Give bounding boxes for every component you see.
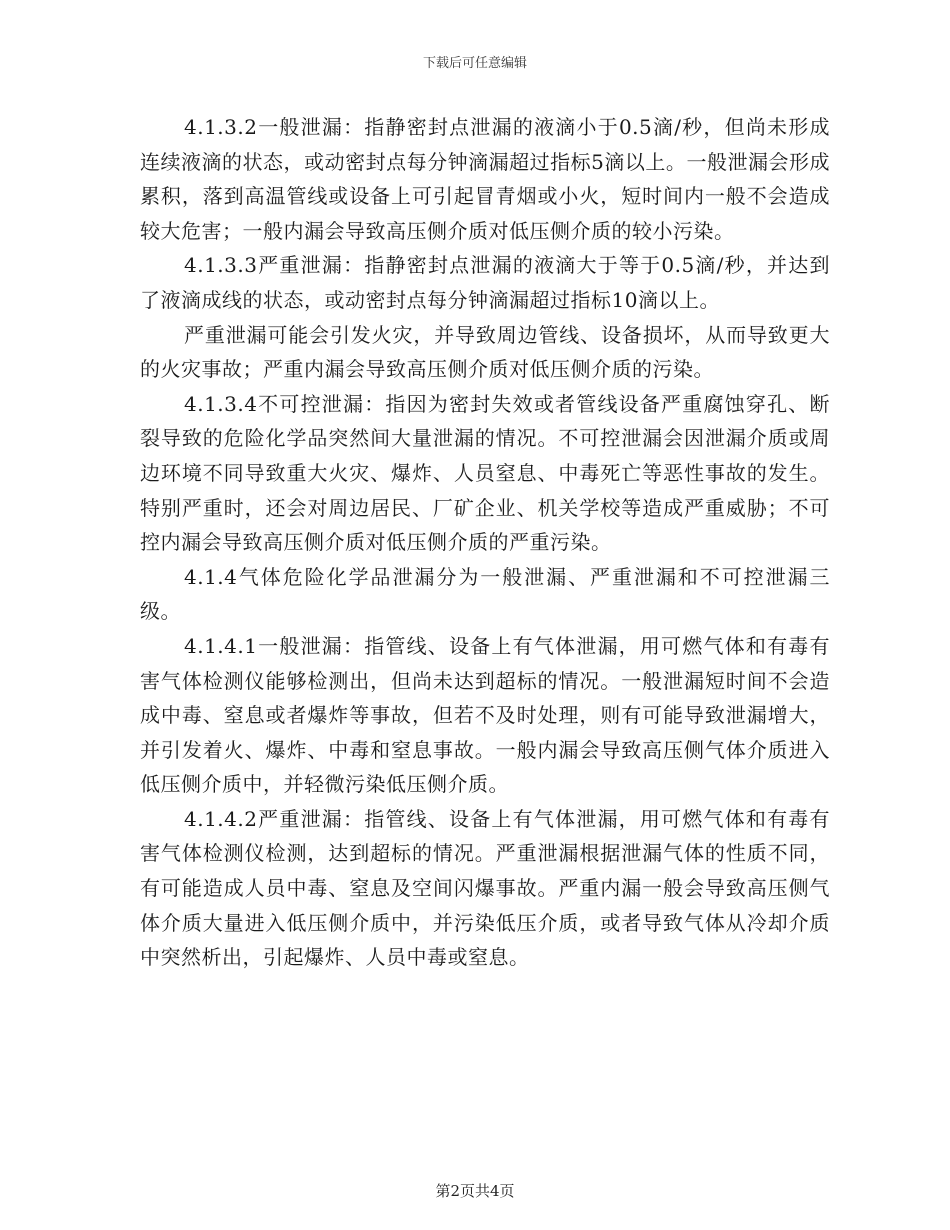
page-number: 第2页共4页	[435, 1182, 515, 1200]
paragraph-4-1-3-4: 4.1.3.4不可控泄漏：指因为密封失效或者管线设备严重腐蚀穿孔、断裂导致的危险化学品突然间大量泄漏的情况。不可控泄漏会因泄漏介质或周边环境不同导致重大火灾、爆炸、人员窒息、中毒死亡等恶性事故的发生。特别严重时，还会对周边居民、厂矿企业、机关学校等造成严重威胁；不可控内漏会导致高压侧介质对低压侧介质的严重污染。	[140, 391, 830, 555]
paragraph-4-1-3-2: 4.1.3.2一般泄漏：指静密封点泄漏的液滴小于0.5滴/秒，但尚未形成连续液滴的状态，或动密封点每分钟滴漏超过指标5滴以上。一般泄漏会形成累积，落到高温管线或设备上可引起冒青烟或小火，短时间内一般不会造成较大危害；一般内漏会导致高压侧介质对低压侧介质的较小污染。	[140, 115, 830, 243]
paragraph-4-1-4-1: 4.1.4.1一般泄漏：指管线、设备上有气体泄漏，用可燃气体和有毒有害气体检测仪能够检测出，但尚未达到超标的情况。一般泄漏短时间不会造成中毒、窒息或者爆炸等事故，但若不及时处理，则有可能导致泄漏增大，并引发着火、爆炸、中毒和窒息事故。一般内漏会导致高压侧气体介质进入低压侧介质中，并轻微污染低压侧介质。	[140, 633, 830, 797]
paragraph-4-1-4: 4.1.4气体危险化学品泄漏分为一般泄漏、严重泄漏和不可控泄漏三级。	[140, 564, 830, 624]
paragraph-severe-leak-consequence: 严重泄漏可能会引发火灾，并导致周边管线、设备损坏，从而导致更大的火灾事故；严重内漏会导致高压侧介质对低压侧介质的污染。	[140, 322, 830, 382]
document-body	[140, 110, 830, 975]
paragraph-4-1-4-2: 4.1.4.2严重泄漏：指管线、设备上有气体泄漏，用可燃气体和有毒有害气体检测仪检测，达到超标的情况。严重泄漏根据泄漏气体的性质不同，有可能造成人员中毒、窒息及空间闪爆事故。严重内漏一般会导致高压侧气体介质大量进入低压侧介质中，并污染低压介质，或者导致气体从冷却介质中突然析出，引起爆炸、人员中毒或窒息。	[140, 806, 830, 970]
page-header: 下载后可任意编辑	[422, 56, 527, 71]
paragraph-4-1-3-3: 4.1.3.3严重泄漏：指静密封点泄漏的液滴大于等于0.5滴/秒，并达到了液滴成线的状态，或动密封点每分钟滴漏超过指标10滴以上。	[140, 253, 830, 312]
